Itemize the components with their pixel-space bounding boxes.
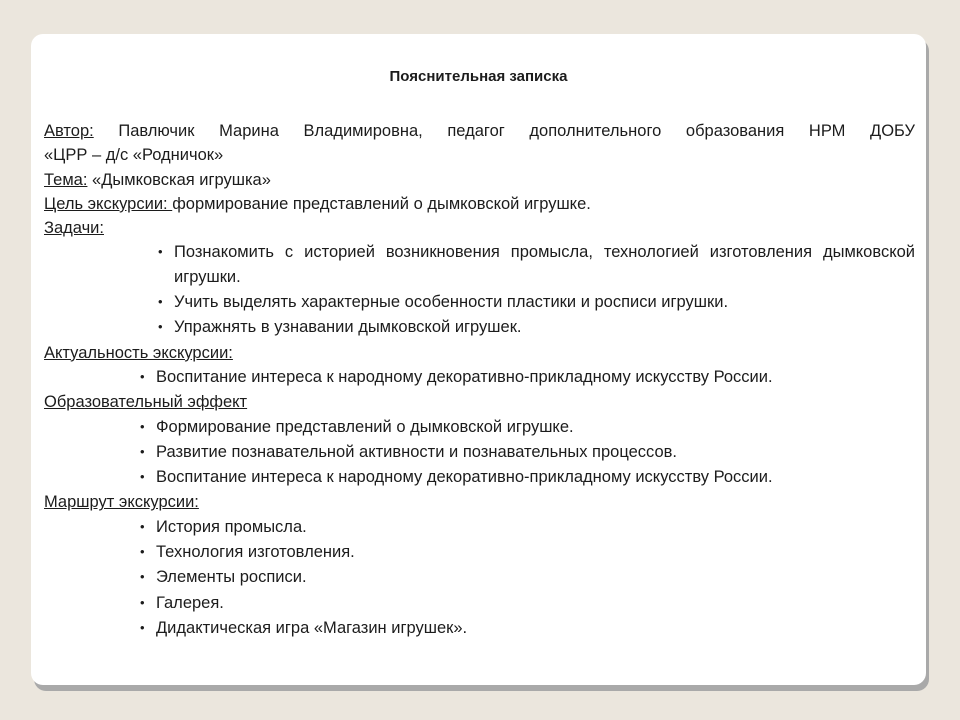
list-item-text: Упражнять в узнавании дымковской игрушек. xyxy=(174,318,522,337)
list-item xyxy=(44,440,915,464)
list-item xyxy=(44,415,915,439)
topic-label: Тема: xyxy=(44,170,88,189)
effect-heading xyxy=(44,390,915,414)
route-list xyxy=(44,515,915,640)
author-line-2: «ЦРР – д/с «Родничок» xyxy=(44,146,224,165)
goal-value: формирование представлений о дымковской игрушке. xyxy=(172,194,591,213)
effect-label: Образовательный эффект xyxy=(44,393,248,412)
list-item-text: Познакомить с историей возникновения промысла, технологией изготовления дымковской игрушки. xyxy=(174,243,915,286)
bullet-icon: • xyxy=(140,518,145,534)
list-item xyxy=(44,591,915,615)
bullet-icon: • xyxy=(140,469,145,485)
list-item xyxy=(44,315,915,339)
relevance-list xyxy=(44,365,915,389)
author-label: Автор: xyxy=(44,122,94,140)
effect-list xyxy=(44,415,915,490)
bullet-icon: • xyxy=(140,619,145,635)
list-item xyxy=(44,515,915,539)
list-item xyxy=(44,240,915,289)
list-item-text: Учить выделять характерные особенности пластики и росписи игрушки. xyxy=(174,293,729,312)
bullet-icon: • xyxy=(158,294,163,310)
relevance-label: Актуальность экскурсии: xyxy=(44,343,233,362)
list-item-text: Галерея. xyxy=(156,593,224,612)
tasks-label: Задачи: xyxy=(44,219,104,238)
list-item-text: Формирование представлений о дымковской игрушке. xyxy=(156,417,574,436)
list-item xyxy=(44,540,915,564)
list-item xyxy=(44,565,915,589)
goal-line xyxy=(44,192,915,216)
document-body xyxy=(44,119,915,641)
list-item xyxy=(44,365,915,389)
topic-line xyxy=(44,168,915,192)
slide xyxy=(31,34,926,685)
list-item-text: Воспитание интереса к народному декоративно-прикладному искусству России. xyxy=(156,367,773,386)
topic-value: «Дымковская игрушка» xyxy=(87,170,271,189)
tasks-list xyxy=(44,240,915,339)
bullet-icon: • xyxy=(140,443,145,459)
bullet-icon: • xyxy=(140,569,145,585)
bullet-icon: • xyxy=(140,544,145,560)
route-label: Маршрут экскурсии: xyxy=(44,493,199,512)
list-item xyxy=(44,616,915,640)
bullet-icon: • xyxy=(140,418,145,434)
list-item-text: Дидактическая игра «Магазин игрушек». xyxy=(156,618,468,637)
bullet-icon: • xyxy=(158,244,163,260)
list-item-text: Воспитание интереса к народному декоративно-прикладному искусству России. xyxy=(156,468,773,487)
list-item-text: История промысла. xyxy=(156,517,307,536)
list-item-text: Развитие познавательной активности и познавательных процессов. xyxy=(156,442,677,461)
route-heading xyxy=(44,490,915,514)
bullet-icon: • xyxy=(140,594,145,610)
list-item xyxy=(44,465,915,489)
list-item xyxy=(44,290,915,314)
relevance-heading xyxy=(44,341,915,365)
list-item-text: Технология изготовления. xyxy=(156,543,355,562)
document-title: Пояснительная записка xyxy=(389,68,568,85)
bullet-icon: • xyxy=(140,368,145,384)
list-item-text: Элементы росписи. xyxy=(156,568,307,587)
goal-label: Цель экскурсии: xyxy=(44,194,173,213)
tasks-heading xyxy=(44,216,915,240)
author-line xyxy=(44,119,915,143)
author-value: Павлючик Марина Владимировна, педагог дополнительного образования НРМ ДОБУ xyxy=(93,122,915,140)
bullet-icon: • xyxy=(158,319,163,335)
